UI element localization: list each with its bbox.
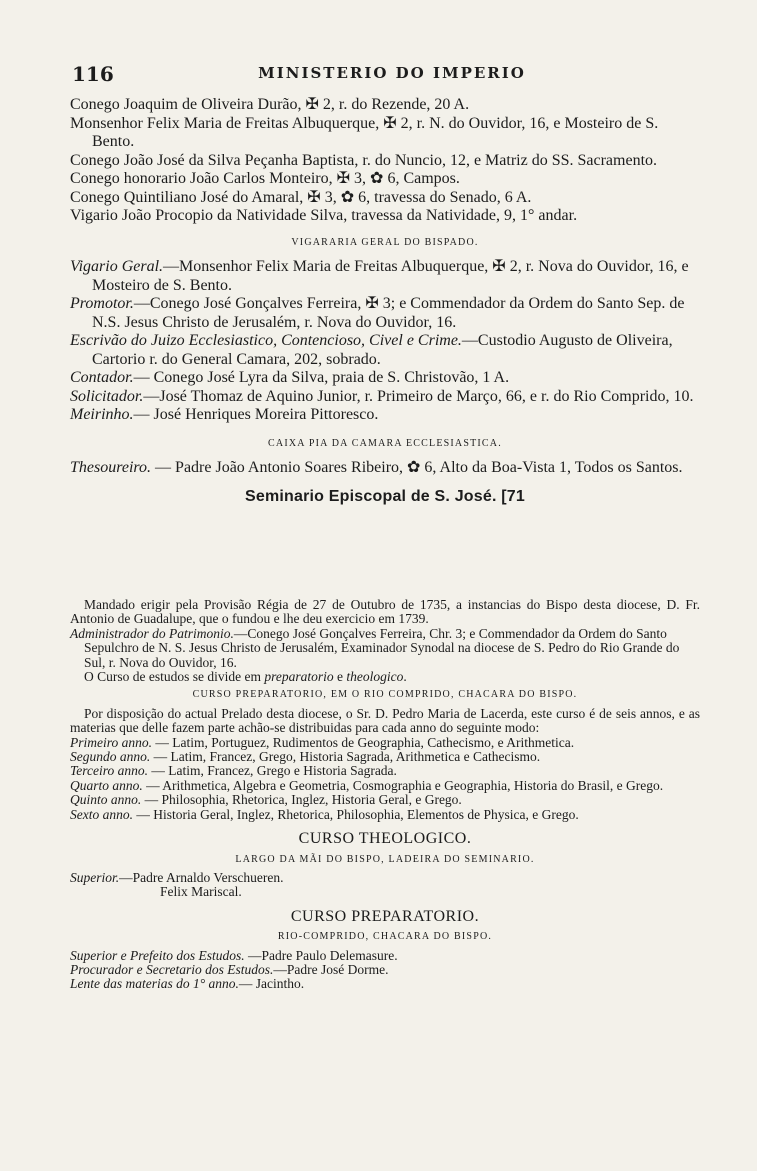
staff-entry (70, 963, 700, 977)
role-label: Contador. (70, 369, 134, 386)
entry-text: — Jacintho. (238, 976, 305, 992)
theologico-superior-2: Felix Mariscal. (160, 884, 242, 900)
year-label: Sexto anno. (70, 806, 133, 822)
administrador-entry (70, 627, 700, 670)
staff-entry (70, 977, 700, 991)
entry-text: —Padre Paulo Delemasure. (244, 947, 398, 963)
clergy-entry: Monsenhor Felix Maria de Freitas Albuquerque, ✠ 2, r. N. do Ouvidor, 16, e Mosteiro de S. Bento. (70, 114, 659, 150)
entry-text: —Custodio Augusto de Oliveira, Cartorio r. do General Camara, 202, sobrado. (92, 332, 673, 368)
clergy-entry: Vigario João Procopio da Natividade Silva, travessa da Natividade, 9, 1° andar. (70, 207, 578, 224)
role-label: Administrador do Patrimonio. (70, 625, 234, 641)
role-label: Meirinho. (70, 406, 134, 423)
year-text: — Arithmetica, Algebra e Geometria, Cosmographia e Geographia, Historia do Brasil, e Grego. (142, 777, 664, 793)
clergy-and-vigararia-section (70, 96, 700, 506)
page-number: 116 (72, 62, 114, 86)
theologico-location: LARGO DA MÃI DO BISPO, LADEIRA DO SEMINARIO. (235, 853, 535, 865)
clergy-entry: Conego Joaquim de Oliveira Durão, ✠ 2, r. do Rezende, 20 A. (70, 96, 470, 113)
clergy-entry: Conego honorario João Carlos Monteiro, ✠ 3, ✿ 6, Campos. (70, 170, 460, 187)
caixa-heading: CAIXA PIA DA CAMARA ECCLESIASTICA. (268, 437, 502, 449)
year-text: — Latim, Francez, Grego e Historia Sagrada. (148, 763, 397, 779)
vigararia-entry (70, 295, 700, 332)
preparatorio2-location: RIO-COMPRIDO, CHACARA DO BISPO. (277, 931, 493, 943)
theologico-title: CURSO THEOLOGICO. (298, 830, 472, 848)
year-label: Quarto anno. (70, 777, 143, 793)
entry-text: —Conego José Gonçalves Ferreira, Chr. 3; e Commendador da Ordem do Santo Sepulchro de N. S. Jesus Christo de Jerusalém, Examinador Synodal na diocese de S. Pedro do Rio Grande do Sul, r. Nova do Ouvidor, 16. (84, 625, 680, 670)
staff-entry (70, 949, 700, 963)
entry-text: — Padre João Antonio Soares Ribeiro, ✿ 6, Alto da Boa-Vista 1, Todos os Santos. (151, 459, 683, 476)
year-text: — Philosophia, Rhetorica, Inglez, Historia Geral, e Grego. (141, 792, 462, 808)
page-header (72, 62, 712, 88)
role-label: Procurador e Secretario dos Estudos. (70, 961, 274, 977)
vigararia-entry (70, 388, 700, 407)
caixa-entry (70, 459, 700, 478)
year-text: — Historia Geral, Inglez, Rhetorica, Philosophia, Elementos de Physica, e Grego. (133, 806, 579, 822)
role-label: Vigario Geral. (70, 258, 164, 275)
role-label: Superior. (70, 869, 120, 885)
role-label: Thesoureiro. (70, 459, 152, 476)
running-title: MINISTERIO DO IMPERIO (258, 64, 526, 82)
seminario-title: Seminario Episcopal de S. José. [71 (245, 487, 525, 505)
vigararia-entry (70, 258, 700, 295)
entry-text: — José Henriques Moreira Pittoresco. (133, 406, 379, 423)
vigararia-entry (70, 369, 700, 388)
entry-text: —Padre José Dorme. (273, 961, 389, 977)
clergy-entry: Conego João José da Silva Peçanha Baptista, r. do Nuncio, 12, e Matriz do SS. Sacramento. (70, 151, 658, 169)
entry-text: —Monsenhor Felix Maria de Freitas Albuquerque, ✠ 2, r. Nova do Ouvidor, 16, e Mosteiro de S. Bento. (92, 258, 689, 294)
role-label: Solicitador. (70, 387, 144, 405)
role-label: Superior e Prefeito dos Estudos. (70, 947, 245, 963)
year-label: Primeiro anno. (70, 734, 152, 750)
vigararia-entry (70, 332, 700, 369)
entry-text: —Conego José Gonçalves Ferreira, ✠ 3; e Commendador da Ordem do Santo Sep. de N.S. Jesus Christo de Jerusalém, r. Nova do Ouvidor, 16. (92, 295, 685, 331)
year-entry (70, 750, 700, 764)
year-entry (70, 779, 700, 793)
role-label: Promotor. (70, 295, 134, 312)
year-entry (70, 736, 700, 750)
theologico-superior (70, 871, 700, 885)
year-label: Terceiro anno. (70, 763, 149, 779)
year-entry (70, 764, 700, 778)
vigararia-entry (70, 406, 700, 425)
year-text: — Latim, Francez, Grego, Historia Sagrada, Arithmetica e Cathecismo. (150, 749, 541, 765)
year-entry (70, 808, 700, 822)
clergy-entry: Conego Quintiliano José do Amaral, ✠ 3, ✿ 6, travessa do Senado, 6 A. (70, 188, 532, 206)
preparatorio-intro: Por disposição do actual Prelado desta diocese, o Sr. D. Pedro Maria de Lacerda, este curso é de seis annos, e as materias que delle fazem parte achão-se distribuidas para cada anno do seguinte modo: (70, 705, 700, 736)
vigararia-heading: VIGARARIA GERAL DO BISPADO. (291, 236, 479, 248)
year-text: — Latim, Portuguez, Rudimentos de Geographia, Cathecismo, e Arithmetica. (152, 734, 575, 750)
entry-text: —Padre Arnaldo Verschueren. (119, 869, 284, 885)
seminario-section (70, 598, 700, 992)
preparatorio2-title: CURSO PREPARATORIO. (290, 907, 480, 925)
entry-text: — Conego José Lyra da Silva, praia de S. Christovão, 1 A. (133, 369, 510, 386)
preparatorio-heading: CURSO PREPARATORIO, EM O RIO COMPRIDO, CHACARA DO BISPO. (192, 689, 578, 701)
year-label: Quinto anno. (70, 792, 142, 808)
seminario-intro: Mandado erigir pela Provisão Régia de 27 de Outubro de 1735, a instancias do Bispo desta diocese, D. Fr. Antonio de Guadalupe, que o fundou e lhe deu exercicio em 1739. (70, 597, 700, 627)
role-label: Escrivão do Juizo Ecclesiastico, Contencioso, Civel e Crime. (70, 332, 462, 349)
entry-text: —José Thomaz de Aquino Junior, r. Primeiro de Março, 66, e r. do Rio Comprido, 10. (143, 387, 694, 405)
curso-division: O Curso de estudos se divide em preparatorio e theologico. (84, 669, 407, 685)
year-entry (70, 793, 700, 807)
role-label: Lente das materias do 1° anno. (70, 976, 239, 992)
year-label: Segundo anno. (70, 749, 151, 765)
